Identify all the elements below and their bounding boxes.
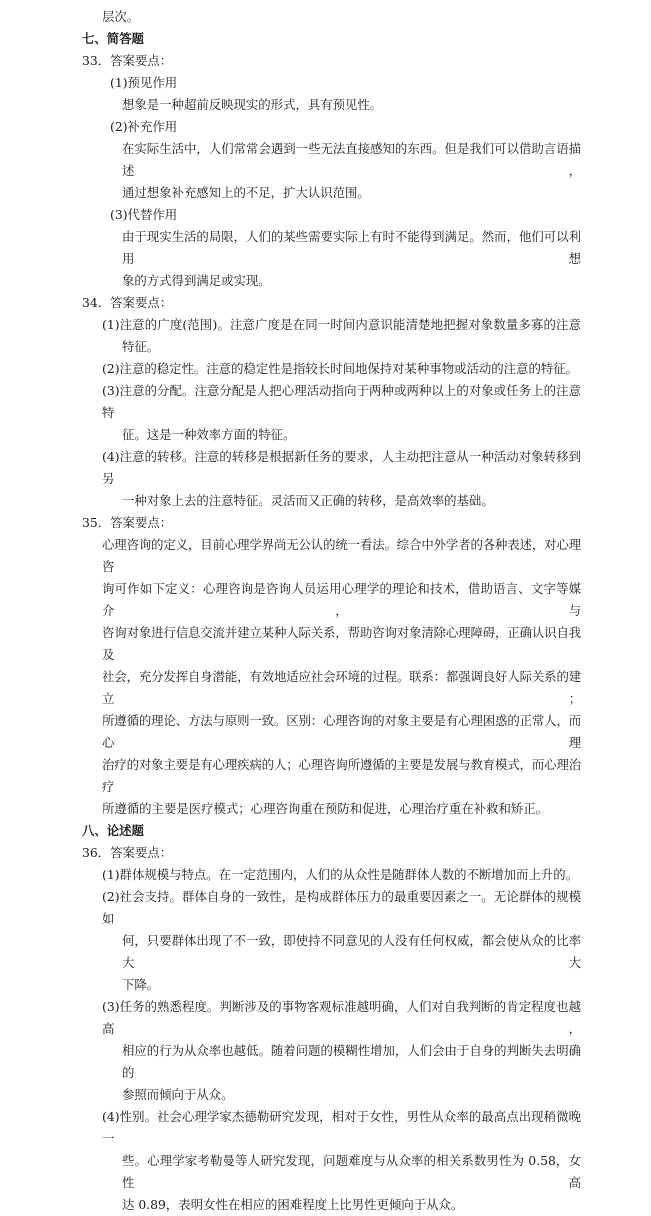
- answer-point: (4)注意的转移。注意的转移是根据新任务的要求，人主动把注意从一种活动对象转移到另: [102, 449, 581, 486]
- answer-text: 心理咨询的定义，目前心理学界尚无公认的统一看法。综合中外学者的各种表述，对心理咨: [102, 537, 581, 574]
- answer-text: 所遵循的理论、方法与原则一致。区别：心理咨询的对象主要是有心理困惑的正常人，而心理: [102, 713, 581, 750]
- answer-text: 征。这是一种效率方面的特征。: [122, 427, 296, 442]
- answer-point: (3)注意的分配。注意分配是人把心理活动指向于两种或两种以上的对象或任务上的注意特: [102, 383, 581, 420]
- answer-text: 通过想象补充感知上的不足，扩大认识范围。: [122, 185, 370, 200]
- answer-text: 何，只要群体出现了不一致，即使持不同意见的人没有任何权威，都会使从众的比率大大: [122, 933, 581, 970]
- answer-text: 社会，充分发挥自身潜能，有效地适应社会环境的过程。联系：都强调良好人际关系的建立；: [102, 669, 581, 706]
- text-line: 层次。: [102, 9, 140, 24]
- answer-text: 所遵循的主要是医疗模式；心理咨询重在预防和促进，心理治疗重在补救和矫正。: [102, 801, 549, 816]
- answer-point: (1)预见作用: [110, 75, 178, 90]
- answer-text: 在实际生活中，人们常常会遇到一些无法直接感知的东西。但是我们可以借助言语描述，: [122, 141, 581, 178]
- answer-text: 达 0.89，表明女性在相应的困难程度上比男性更倾向于从众。: [122, 1197, 464, 1212]
- answer-text: 下降。: [122, 977, 160, 992]
- answer-text: 治疗的对象主要是有心理疾病的人；心理咨询所遵循的主要是发展与教育模式，而心理治疗: [102, 757, 581, 794]
- answer-point: (1)群体规模与特点。在一定范围内，人们的从众性是随群体人数的不断增加而上升的。: [102, 867, 579, 882]
- section-heading: 八、论述题: [82, 823, 144, 838]
- answer-text: 相应的行为从众率也越低。随着问题的模糊性增加，人们会由于自身的判断失去明确的: [122, 1043, 581, 1080]
- question-number: 33．答案要点：: [82, 53, 173, 68]
- answer-point: (2)注意的稳定性。注意的稳定性是指较长时间地保持对某种事物或活动的注意的特征。: [102, 361, 579, 376]
- answer-text: 特征。: [122, 339, 160, 354]
- answer-point: (3)任务的熟悉程度。判断涉及的事物客观标准越明确，人们对自我判断的肯定程度也越高，: [102, 999, 581, 1036]
- answer-text: 一种对象上去的注意特征。灵活而又正确的转移，是高效率的基础。: [122, 493, 494, 508]
- answer-text: 参照而倾向于从众。: [122, 1087, 234, 1102]
- answer-point: (2)社会支持。群体自身的一致性，是构成群体压力的最重要因素之一。无论群体的规模如: [102, 889, 581, 926]
- answer-point: (2)补充作用: [110, 119, 178, 134]
- answer-text: 些。心理学家考勒曼等人研究发现，问题难度与从众率的相关系数男性为 0.58，女性高: [122, 1153, 581, 1190]
- answer-text: 咨询对象进行信息交流并建立某种人际关系，帮助咨询对象清除心理障碍，正确认识自我及: [102, 625, 581, 662]
- answer-text: 由于现实生活的局限，人们的某些需要实际上有时不能得到满足。然而，他们可以利用想: [122, 229, 581, 266]
- question-number: 36．答案要点：: [82, 845, 173, 860]
- question-number: 34．答案要点：: [82, 295, 173, 310]
- answer-point: (4)性别。社会心理学家杰德勒研究发现，相对于女性，男性从众率的最高点出现稍微晚一: [102, 1109, 581, 1146]
- answer-text: 象的方式得到满足或实现。: [122, 273, 271, 288]
- answer-text: 询可作如下定义：心理咨询是咨询人员运用心理学的理论和技术，借助语言、文字等媒介，与: [102, 581, 581, 618]
- answer-point: (3)代替作用: [110, 207, 178, 222]
- section-heading: 七、简答题: [82, 31, 144, 46]
- question-number: 35．答案要点：: [82, 515, 173, 530]
- answer-point: (1)注意的广度(范围)。注意广度是在同一时间内意识能清楚地把握对象数量多寡的注意: [102, 317, 581, 332]
- answer-text: 想象是一种超前反映现实的形式，具有预见性。: [122, 97, 383, 112]
